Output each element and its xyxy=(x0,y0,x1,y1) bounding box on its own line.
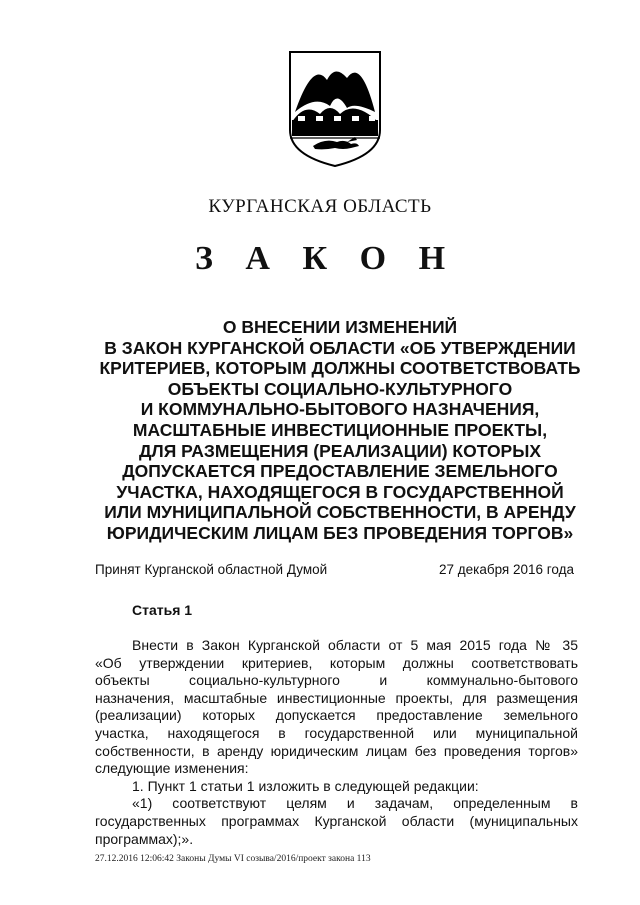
article-body xyxy=(95,637,578,848)
article-line: «Об утверждении критериев, которым должны соответствовать xyxy=(95,654,578,671)
region-heading: КУРГАНСКАЯ ОБЛАСТЬ xyxy=(208,196,432,217)
title-line: В ЗАКОН КУРГАНСКОЙ ОБЛАСТИ «ОБ УТВЕРЖДЕНИИ xyxy=(104,337,576,358)
article-line: 1. Пункт 1 статьи 1 изложить в следующей редакции: xyxy=(132,777,479,794)
title-line: ОБЪЕКТЫ СОЦИАЛЬНО-КУЛЬТУРНОГО xyxy=(167,378,513,399)
article-line: программах);». xyxy=(95,830,194,847)
article-line: государственных программах Курганской области (муниципальных xyxy=(95,812,578,829)
adopted-by: Принят Курганской областной Думой xyxy=(95,562,328,577)
title-line: О ВНЕСЕНИИ ИЗМЕНЕНИЙ xyxy=(222,317,458,337)
adoption-date: 27 декабря 2016 года xyxy=(438,562,574,577)
title-line: КРИТЕРИЕВ, КОТОРЫМ ДОЛЖНЫ СООТВЕТСТВОВАТЬ xyxy=(99,358,581,379)
article-line: «1) соответствуют целям и задачам, определенным в xyxy=(132,795,578,812)
title-line: И КОММУНАЛЬНО-БЫТОВОГО НАЗНАЧЕНИЯ, xyxy=(140,399,540,420)
document-type-heading: З А К О Н xyxy=(194,240,458,277)
article-line: собственности, в аренду юридическим лицам без проведения торгов» xyxy=(95,742,578,759)
title-line: ИЛИ МУНИЦИПАЛЬНОЙ СОБСТВЕННОСТИ, В АРЕНДУ xyxy=(104,502,576,523)
title-line: ДЛЯ РАЗМЕЩЕНИЯ (РЕАЛИЗАЦИИ) КОТОРЫХ xyxy=(138,440,542,461)
article-line: следующие изменения: xyxy=(95,760,249,777)
article-heading: Статья 1 xyxy=(132,602,193,618)
title-line: УЧАСТКА, НАХОДЯЩЕГОСЯ В ГОСУДАРСТВЕННОЙ xyxy=(116,481,564,502)
title-line: МАСШТАБНЫЕ ИНВЕСТИЦИОННЫЕ ПРОЕКТЫ, xyxy=(132,419,548,440)
article-line: назначения, масштабные инвестиционные проекты, для размещения xyxy=(95,689,578,706)
article-line: (реализации) которых допускается предоставление земельного xyxy=(95,707,578,724)
article-line: Внести в Закон Курганской области от 5 мая 2015 года № 35 xyxy=(132,637,578,653)
article-line: объекты социально-культурного и коммунально-бытового xyxy=(95,672,578,689)
document-footer-stamp: 27.12.2016 12:06:42 Законы Думы VI созыва/2016/проект закона 113 xyxy=(95,854,371,864)
law-title xyxy=(60,317,620,544)
title-line: ЮРИДИЧЕСКИМ ЛИЦАМ БЕЗ ПРОВЕДЕНИЯ ТОРГОВ» xyxy=(106,522,574,543)
kurgan-coat-of-arms-icon xyxy=(285,50,385,168)
article-line: участка, находящегося в государственной или муниципальной xyxy=(95,724,578,741)
title-line: ДОПУСКАЕТСЯ ПРЕДОСТАВЛЕНИЕ ЗЕМЕЛЬНОГО xyxy=(122,461,558,482)
